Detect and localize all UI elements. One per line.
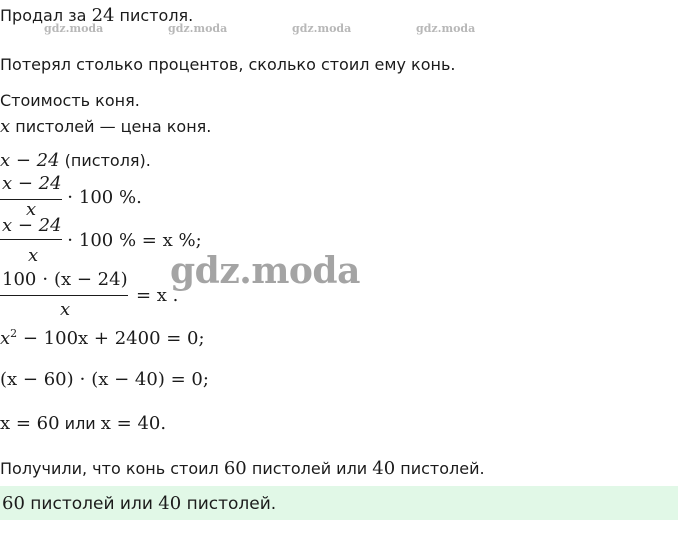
statement-sold-text-b: пистоля. [114, 6, 194, 25]
quadratic-rest: − 100x + 2400 = 0; [17, 328, 205, 349]
watermark-small: gdz.moda [44, 22, 104, 35]
roots-line [0, 414, 166, 434]
fraction-numerator: 100 ⋅ (x − 24) [2, 269, 128, 290]
quadratic-exponent: 2 [10, 327, 18, 340]
conclusion [0, 459, 485, 479]
fraction-denominator: x [28, 245, 39, 266]
fraction-denominator: x [60, 299, 71, 320]
fraction-rest: = x . [136, 285, 179, 306]
heading-horse-cost: Стоимость коня. [0, 91, 140, 110]
statement-sold-number: 24 [91, 5, 115, 26]
watermark-small: gdz.moda [416, 22, 476, 35]
fraction-rest: ⋅ 100 % = x %; [67, 230, 202, 251]
roots-or: или [59, 414, 101, 433]
watermark-small: gdz.moda [292, 22, 352, 35]
watermark-small: gdz.moda [168, 22, 228, 35]
answer-text [2, 494, 276, 514]
root-one: x = 60 [0, 413, 60, 434]
fraction-numerator: x − 24 [2, 215, 62, 236]
quadratic-equation [0, 324, 205, 349]
horse-price-text: пистолей — цена коня. [10, 117, 212, 136]
answer-number-two: 40 [158, 493, 182, 514]
watermark-large: gdz.moda [170, 250, 360, 292]
root-two: x = 40. [100, 413, 167, 434]
profit-line [0, 151, 151, 171]
variable-x: x [0, 116, 11, 137]
fraction-numerator: x − 24 [2, 173, 62, 194]
fraction-rest: ⋅ 100 %. [67, 187, 142, 208]
quadratic-x: x [0, 328, 11, 349]
statement-sold-text-a: Продал за [0, 6, 92, 25]
answer-box [0, 486, 678, 520]
answer-number-one: 60 [2, 493, 25, 514]
fraction-bar [0, 295, 128, 296]
factored-equation: (x − 60) ⋅ (x − 40) = 0; [0, 369, 209, 390]
profit-text: (пистоля). [59, 151, 151, 170]
conclusion-number-one: 60 [223, 458, 247, 479]
fraction-bar [0, 239, 62, 240]
answer-text-b: пистолей. [181, 494, 277, 514]
conclusion-number-two: 40 [372, 458, 396, 479]
conclusion-text-b: пистолей или [246, 459, 373, 478]
conclusion-text-c: пистолей. [395, 459, 485, 478]
profit-expression: x − 24 [0, 150, 60, 171]
statement-lost: Потерял столько процентов, сколько стоил ему конь. [0, 55, 456, 74]
conclusion-text-a: Получили, что конь стоил [0, 459, 224, 478]
fraction-denominator: x [26, 199, 37, 220]
horse-price-line [0, 117, 211, 137]
answer-text-a: пистолей или [24, 494, 159, 514]
